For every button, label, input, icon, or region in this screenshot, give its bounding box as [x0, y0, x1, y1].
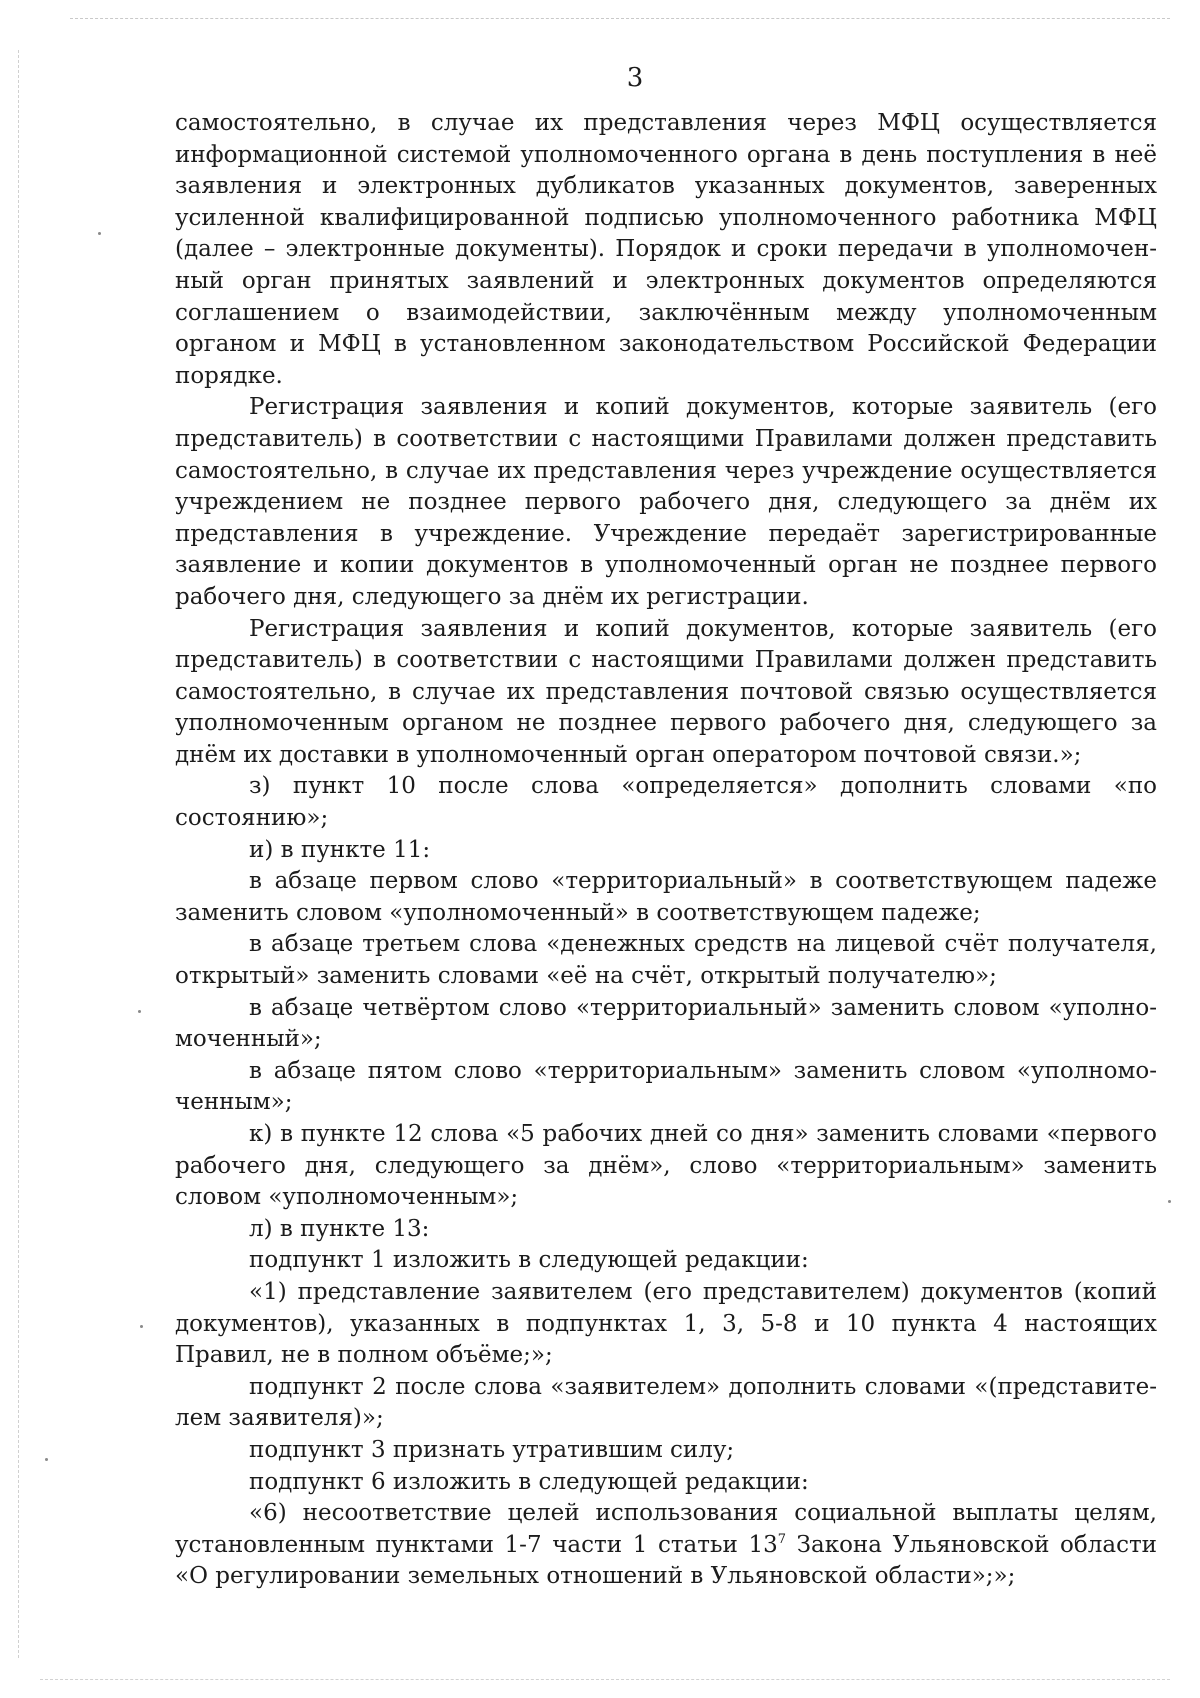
- scan-speck: [1168, 1200, 1171, 1203]
- page-number: 3: [626, 63, 644, 93]
- paragraph: Регистрация заявления и копий документов, которые заявитель (его представитель) в соответствии с настоящими Правилами должен представить самостоятельно, в случае их представления через учреждение осуществляется учреждением не позднее первого рабочего дня, следующего за днём их представления в учреждение. Учреждение передаёт зарегистрированные заявление и копии документов в уполномоченный орган не позднее первого рабочего дня, следующего за днём их регистрации.: [175, 394, 1157, 610]
- paragraph: в абзаце первом слово «территориальный» в соответствующем падеже заменить словом «уполномоченный» в соответствующем падеже;: [175, 868, 1157, 926]
- paragraph: подпункт 3 признать утратившим силу;: [249, 1436, 735, 1463]
- paragraph: л) в пункте 13:: [249, 1215, 430, 1242]
- paragraph: «1) представление заявителем (его представителем) документов (копий документов), указанных в подпунктах 1, 3, 5-8 и 10 пункта 4 настоящих Правил, не в полном объёме;»;: [175, 1278, 1157, 1369]
- scan-speck: [45, 1458, 48, 1461]
- paragraph: самостоятельно, в случае их представления через МФЦ осуществляется информационной системой уполномоченного органа в день поступления в неё заявления и электронных дубликатов указанных документов, заверенных усиленной квалифицированной подписью уполномоченного работника МФЦ (далее – электронные документы). Порядок и сроки передачи в уполномоченный орган принятых заявлений и электронных документов определяются соглашением о взаимодействии, заключённым между уполномоченным органом и МФЦ в установленном законодательством Российской Федерации порядке.: [175, 110, 1157, 389]
- paragraph: Регистрация заявления и копий документов, которые заявитель (его представитель) в соответствии с настоящими Правилами должен представить самостоятельно, в случае их представления почтовой связью осуществляется уполномоченным органом не позднее первого рабочего дня, следующего за днём их доставки в уполномоченный орган оператором почтовой связи.»;: [175, 615, 1157, 768]
- paragraph: з) пункт 10 после слова «определяется» дополнить словами «по состоянию»;: [175, 773, 1157, 832]
- paragraph: и) в пункте 11:: [249, 836, 431, 863]
- paragraph: в абзаце третьем слова «денежных средств на лицевой счёт получателя, открытый» заменить словами «её на счёт, открытый получателю»;: [175, 931, 1157, 990]
- paragraph: подпункт 1 изложить в следующей редакции:: [249, 1247, 809, 1274]
- paragraph: [175, 1498, 1157, 1593]
- paragraph: в абзаце четвёртом слово «территориальный» заменить словом «уполномоченный»;: [175, 994, 1157, 1053]
- paragraph-text: «6) несоответствие целей использования социальной выплаты целям, установленным пунктами 1-7 части 1 статьи 13: [175, 1500, 1157, 1558]
- paragraph-text: Закона Ульяновской области «О регулировании земельных отношений в Ульяновской области»;»;: [175, 1531, 1158, 1590]
- scan-edge-top: [70, 18, 1170, 19]
- scan-speck: [98, 232, 101, 235]
- paragraph: к) в пункте 12 слова «5 рабочих дней со дня» заменить словами «первого рабочего дня, следующего за днём», слово «территориальным» заменить словом «уполномоченным»;: [175, 1121, 1157, 1211]
- article-superscript: 7: [777, 1531, 787, 1547]
- scan-edge-left: [18, 50, 19, 1658]
- paragraph: в абзаце пятом слово «территориальным» заменить словом «уполномоченным»;: [175, 1057, 1157, 1116]
- scan-speck: [138, 1010, 141, 1013]
- paragraph: подпункт 6 изложить в следующей редакции:: [249, 1468, 809, 1495]
- document-body: [175, 108, 1157, 1593]
- scan-speck: [140, 1325, 143, 1328]
- paragraph: подпункт 2 после слова «заявителем» дополнить словами «(представителем заявителя)»;: [175, 1373, 1157, 1432]
- scan-edge-bottom: [40, 1679, 1170, 1680]
